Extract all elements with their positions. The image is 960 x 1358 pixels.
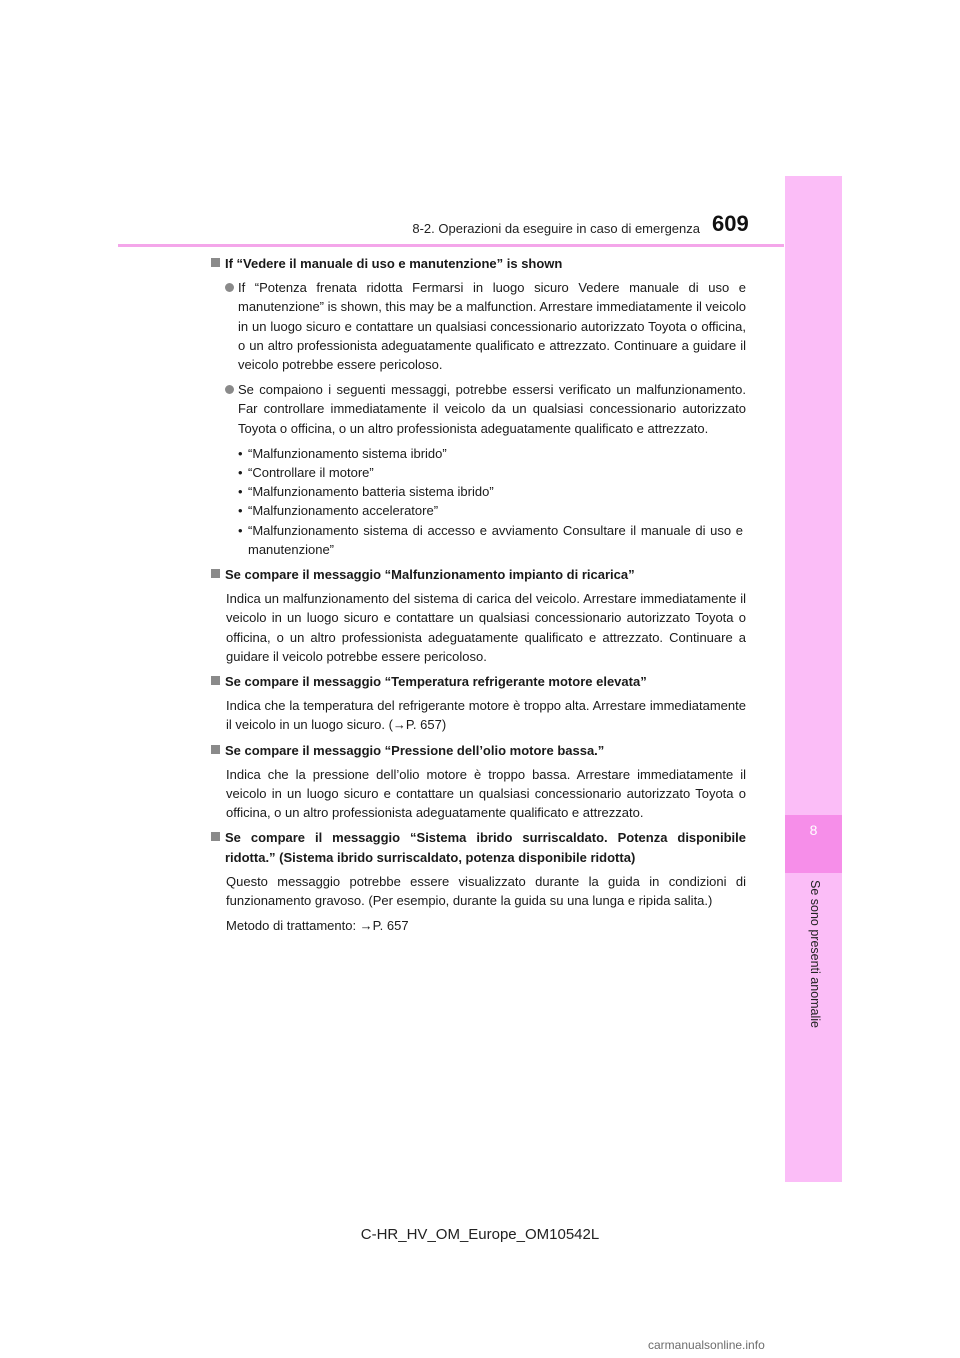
paragraph: Indica un malfunzionamento del sistema di carica del veicolo. Arrestare immediatamente il veicolo in un luogo sicuro e contattare un qualsiasi concessionario autorizzato Toyota o officina, o un altro professionista adeguatamente qualificato e attrezzato. Continuare a guidare il veicolo potrebbe essere pericoloso. xyxy=(226,591,746,664)
list-item xyxy=(211,278,746,374)
bullet-mark: • xyxy=(238,445,243,461)
square-bullet-icon xyxy=(211,569,220,578)
page-number: 609 xyxy=(712,211,749,236)
message-list xyxy=(211,444,746,559)
header-divider xyxy=(118,244,784,247)
bullet-mark: • xyxy=(238,484,243,500)
item-text: If “Potenza frenata ridotta Fermarsi in luogo sicuro Vedere manuale di uso e manutenzione” is shown, this may be a malfunction. Arrestare immediatamente il veicolo in un luogo sicuro e contattare un qualsiasi concessionario autorizzato Toyota o officina, o un altro professionista adeguatamente qualificato e attrezzato. Continuare a guidare il veicolo potrebbe essere pericoloso. xyxy=(238,280,746,373)
circle-bullet-icon xyxy=(225,385,234,394)
message-text: “Malfunzionamento sistema ibrido” xyxy=(248,445,447,461)
message-item xyxy=(211,482,743,501)
heading-text: Se compare il messaggio “Pressione dell’olio motore bassa.” xyxy=(225,742,605,758)
paragraph: Questo messaggio potrebbe essere visualizzato durante la guida in condizioni di funzionamento gravoso. (Per esempio, durante la guida su una lunga e ripida salita.) xyxy=(226,873,746,909)
bullet-mark: • xyxy=(238,522,243,538)
square-bullet-icon xyxy=(211,258,220,267)
document-code: C-HR_HV_OM_Europe_OM10542L xyxy=(360,1226,600,1243)
heading-text: If “Vedere il manuale di uso e manutenzione” is shown xyxy=(225,256,563,271)
message-text: “Controllare il motore” xyxy=(248,465,374,481)
message-text: “Malfunzionamento sistema di accesso e avviamento Consultare il manuale di uso e manutenzione” xyxy=(248,522,743,557)
bullet-mark: • xyxy=(238,465,243,481)
section-heading xyxy=(211,565,746,584)
message-item xyxy=(211,521,743,559)
watermark: carmanualsonline.info xyxy=(648,1338,765,1352)
message-text: “Malfunzionamento batteria sistema ibrido” xyxy=(248,484,494,500)
message-item xyxy=(211,444,743,463)
message-text: “Malfunzionamento acceleratore” xyxy=(248,503,439,519)
method-reference: Metodo di trattamento: →P. 657 xyxy=(226,918,409,934)
square-bullet-icon xyxy=(211,745,220,754)
message-item xyxy=(211,463,743,482)
list-item xyxy=(211,380,746,438)
section-heading xyxy=(211,672,746,691)
bullet-mark: • xyxy=(238,503,243,519)
chapter-number: 8 xyxy=(809,822,818,838)
heading-text: Se compare il messaggio “Malfunzionamento impianto di ricarica” xyxy=(225,567,635,583)
item-text: Se compaiono i seguenti messaggi, potrebbe essersi verificato un malfunzionamento. Far controllare immediatamente il veicolo da un qualsiasi concessionario autorizzato Toyota o officina, o un altro professionista adeguatamente qualificato e attrezzato. xyxy=(238,382,746,436)
paragraph: Indica che la temperatura del refrigerante motore è troppo alta. Arrestare immediatamente il veicolo in un luogo sicuro. (→P. 657) xyxy=(226,698,746,733)
heading-text: Se compare il messaggio “Sistema ibrido surriscaldato. Potenza disponibile ridotta.” (Sistema ibrido surriscaldato, potenza disponibile ridotta) xyxy=(225,830,746,865)
section-heading xyxy=(211,741,746,760)
square-bullet-icon xyxy=(211,676,220,685)
square-bullet-icon xyxy=(211,832,220,841)
circle-bullet-icon xyxy=(225,283,234,292)
section-heading xyxy=(211,828,746,866)
paragraph: Indica che la pressione dell’olio motore è troppo bassa. Arrestare immediatamente il veicolo in un luogo sicuro e contattare un qualsiasi concessionario autorizzato Toyota o officina, o un altro professionista adeguatamente qualificato e attrezzato. xyxy=(226,766,746,821)
heading-text: Se compare il messaggio “Temperatura refrigerante motore elevata” xyxy=(225,674,647,690)
section-title: 8-2. Operazioni da eseguire in caso di emergenza xyxy=(412,221,700,236)
chapter-label: Se sono presenti anomalie xyxy=(808,880,822,1029)
section-heading xyxy=(211,254,746,273)
page-content xyxy=(211,254,746,942)
message-item xyxy=(211,501,743,520)
